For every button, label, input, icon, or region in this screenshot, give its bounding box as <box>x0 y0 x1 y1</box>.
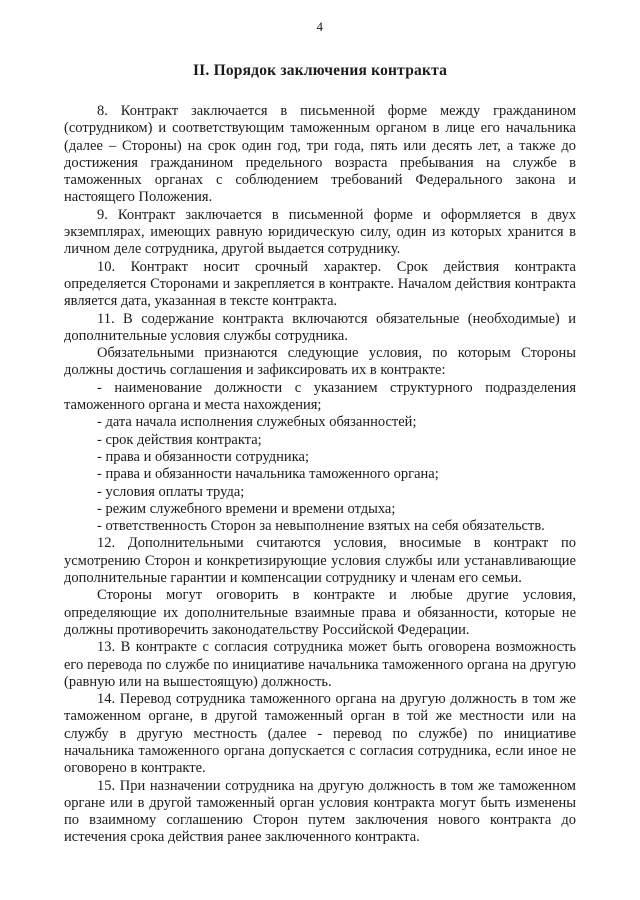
paragraph: 11. В содержание контракта включаются обязательные (необходимые) и дополнительные условия службы сотрудника. <box>64 310 576 344</box>
paragraph: Стороны могут оговорить в контракте и любые другие условия, определяющие их дополнительные взаимные права и обязанности, которые не должны противоречить законодательству Российской Федерации. <box>64 587 576 638</box>
list-item: - режим служебного времени и времени отдыха; <box>97 500 396 517</box>
list-item: - ответственность Сторон за невыполнение взятых на себя обязательств. <box>97 518 545 535</box>
page-number: 4 <box>316 19 324 34</box>
document-body <box>64 103 576 847</box>
paragraph: 12. Дополнительными считаются условия, вносимые в контракт по усмотрению Сторон и конкретизирующие условия службы или устанавливающие дополнительные гарантии и компенсации сотруднику и членам его семьи. <box>64 535 576 587</box>
paragraph: 9. Контракт заключается в письменной форме и оформляется в двух экземплярах, имеющих равную юридическую силу, один из которых хранится в личном деле сотрудника, другой выдается сотруднику. <box>64 206 576 258</box>
list-item: - дата начала исполнения служебных обязанностей; <box>97 414 417 431</box>
list-item: - права и обязанности начальника таможенного органа; <box>97 466 439 483</box>
list-item: - срок действия контракта; <box>97 431 262 448</box>
list-item: - наименование должности с указанием структурного подразделения таможенного органа и места нахождения; <box>64 379 576 414</box>
list-item: - условия оплаты труда; <box>97 483 245 500</box>
paragraph: 15. При назначении сотрудника на другую должность в том же таможенном органе или в другой таможенный орган условия контракта могут быть изменены по взаимному соглашению Сторон путем заключения нового контракта до истечения срока действия ранее заключенного контракта. <box>64 777 576 846</box>
section-title: II. Порядок заключения контракта <box>192 62 448 79</box>
paragraph: Обязательными признаются следующие условия, по которым Стороны должны достичь соглашения и зафиксировать их в контракте: <box>64 345 576 379</box>
paragraph: 13. В контракте с согласия сотрудника может быть оговорена возможность его перевода по службе по инициативе начальника таможенного органа на другую (равную или на вышестоящую) должность. <box>64 639 576 690</box>
paragraph: 10. Контракт носит срочный характер. Срок действия контракта определяется Сторонами и закрепляется в контракте. Началом действия контракта является дата, указанная в тексте контракта. <box>64 258 576 310</box>
paragraph: 14. Перевод сотрудника таможенного органа на другую должность в том же таможенном органе, в другой таможенный орган в той же местности или на службу в другую местность (далее - перевод по службе) по инициативе начальника таможенного органа допускается с согласия сотрудника, если иное не оговорено в контракте. <box>64 691 576 777</box>
list-item: - права и обязанности сотрудника; <box>97 448 309 465</box>
paragraph: 8. Контракт заключается в письменной форме между гражданином (сотрудником) и соответствующим таможенным органом в лице его начальника (далее – Стороны) на срок один год, три года, пять или десять лет, а также до достижения гражданином предельного возраста пребывания на службе в таможенных органах с соблюдением требований Федерального закона и настоящего Положения. <box>64 103 576 206</box>
